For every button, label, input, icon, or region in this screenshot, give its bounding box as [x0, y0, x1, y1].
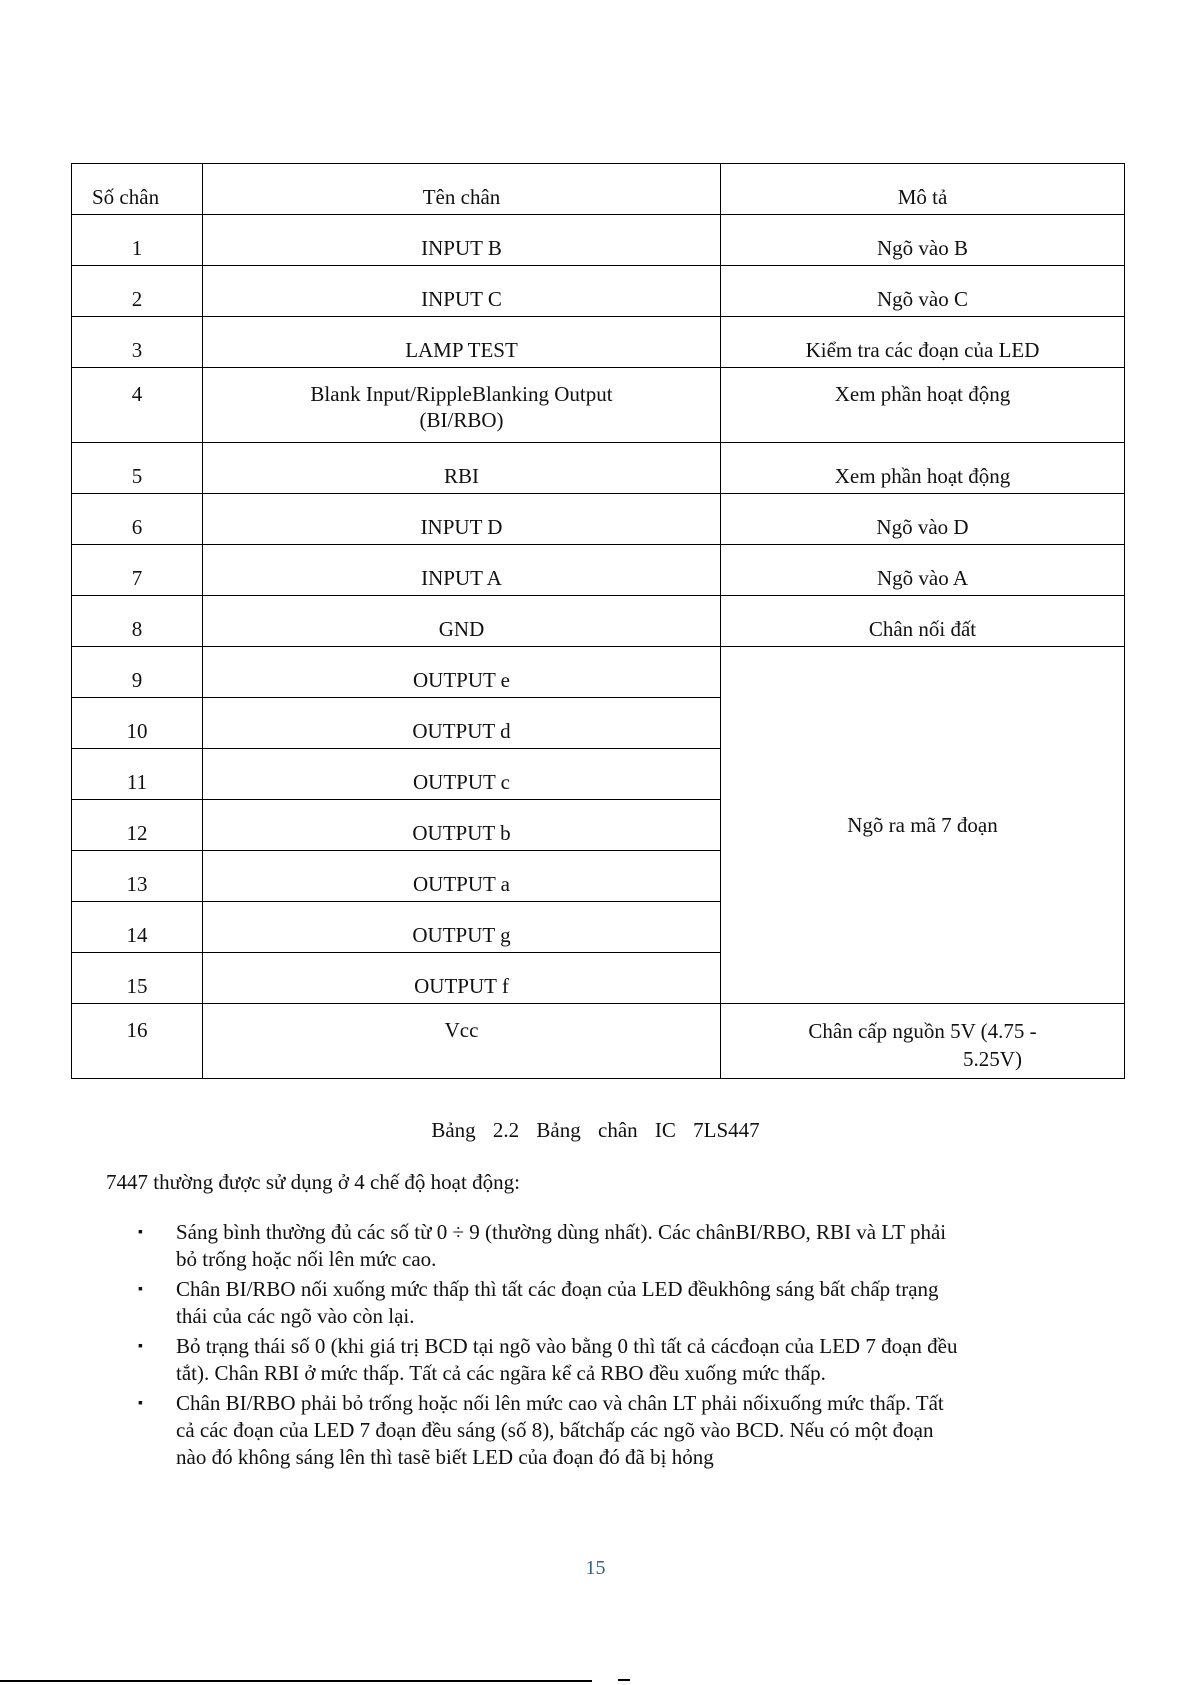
pin-number-cell: 13	[72, 851, 203, 902]
pin-number-cell: 9	[72, 647, 203, 698]
header-cell-pin-number: Số chân	[72, 164, 203, 215]
description-line-2: 5.25V)	[963, 1047, 1022, 1071]
pin-name-cell: OUTPUT e	[203, 647, 721, 698]
table-row	[72, 317, 1125, 368]
list-item	[138, 1276, 958, 1330]
pin-number-cell: 5	[72, 443, 203, 494]
table-row	[72, 1004, 1125, 1079]
table-row	[72, 215, 1125, 266]
table-row	[72, 545, 1125, 596]
pin-name-line-1: Blank Input/RippleBlanking Output	[310, 382, 613, 406]
operating-modes-list	[138, 1219, 958, 1474]
list-item-text: Sáng bình thường đủ các số từ 0 ÷ 9 (thường dùng nhất). Các chânBI/RBO, RBI và LT phải bỏ trống hoặc nối lên mức cao.	[176, 1220, 947, 1271]
pin-table	[71, 163, 1125, 1079]
header-cell-description: Mô tả	[721, 164, 1125, 215]
pin-name-cell: INPUT C	[203, 266, 721, 317]
description-line-1: Chân cấp nguồn 5V (4.75 -	[808, 1019, 1037, 1043]
footer-rule	[0, 1680, 592, 1682]
square-bullet-icon: ▪	[138, 1225, 143, 1240]
pin-number-cell: 2	[72, 266, 203, 317]
pin-number-cell: 14	[72, 902, 203, 953]
pin-name-cell: INPUT A	[203, 545, 721, 596]
square-bullet-icon: ▪	[138, 1339, 143, 1354]
list-item-text: Bỏ trạng thái số 0 (khi giá trị BCD tại ngõ vào bằng 0 thì tất cả cácđoạn của LED 7 đoạn đều tắt). Chân RBI ở mức thấp. Tất cả các ngãra kể cả RBO đều xuống mức thấp.	[176, 1334, 958, 1385]
pin-name-cell: GND	[203, 596, 721, 647]
pin-number-cell: 16	[72, 1004, 203, 1079]
pin-number-cell: 11	[72, 749, 203, 800]
pin-number-cell: 1	[72, 215, 203, 266]
pin-name-line-2: (BI/RBO)	[419, 408, 504, 432]
pin-name-cell: OUTPUT a	[203, 851, 721, 902]
pin-name-cell: LAMP TEST	[203, 317, 721, 368]
intro-paragraph: 7447 thường được sử dụng ở 4 chế độ hoạt động:	[106, 1170, 520, 1194]
pin-description-cell: Ngõ vào A	[721, 545, 1125, 596]
pin-name-cell: INPUT B	[203, 215, 721, 266]
pin-number-cell: 10	[72, 698, 203, 749]
list-item	[138, 1333, 958, 1387]
pin-number-cell: 3	[72, 317, 203, 368]
pin-name-cell	[203, 368, 721, 443]
pin-name-cell: OUTPUT c	[203, 749, 721, 800]
pin-description-cell: Ngõ vào D	[721, 494, 1125, 545]
list-item	[138, 1390, 958, 1471]
table-row	[72, 368, 1125, 443]
list-item-text: Chân BI/RBO nối xuống mức thấp thì tất các đoạn của LED đềukhông sáng bất chấp trạng thái của các ngõ vào còn lại.	[176, 1277, 939, 1328]
pin-description-cell: Xem phần hoạt động	[721, 443, 1125, 494]
footer-tick	[618, 1679, 630, 1681]
pin-description-cell: Ngõ vào C	[721, 266, 1125, 317]
pin-name-cell: OUTPUT d	[203, 698, 721, 749]
table-row	[72, 443, 1125, 494]
table-row	[72, 596, 1125, 647]
merged-description-cell: Ngõ ra mã 7 đoạn	[721, 647, 1125, 1004]
pin-name-cell: Vcc	[203, 1004, 721, 1079]
pin-number-cell: 4	[72, 368, 203, 443]
square-bullet-icon: ▪	[138, 1396, 143, 1411]
pin-name-cell: OUTPUT g	[203, 902, 721, 953]
pin-description-cell: Xem phần hoạt động	[721, 368, 1125, 443]
pin-number-cell: 6	[72, 494, 203, 545]
table-row	[72, 266, 1125, 317]
list-item	[138, 1219, 958, 1273]
pin-description-cell: Chân nối đất	[721, 596, 1125, 647]
pin-number-cell: 15	[72, 953, 203, 1004]
pin-number-cell: 7	[72, 545, 203, 596]
header-cell-pin-name: Tên chân	[203, 164, 721, 215]
table-header-row	[72, 164, 1125, 215]
pin-number-cell: 12	[72, 800, 203, 851]
pin-description-cell	[721, 1004, 1125, 1079]
table-row	[72, 494, 1125, 545]
pin-name-cell: INPUT D	[203, 494, 721, 545]
list-item-text: Chân BI/RBO phải bỏ trống hoặc nối lên mức cao và chân LT phải nốixuống mức thấp. Tất cả các đoạn của LED 7 đoạn đều sáng (số 8), bấtchấp các ngõ vào BCD. Nếu có một đoạn nào đó không sáng lên thì tasẽ biết LED của đoạn đó đã bị hỏng	[176, 1391, 944, 1469]
page-number: 15	[585, 1557, 606, 1579]
table-row	[72, 647, 1125, 698]
pin-name-cell: OUTPUT b	[203, 800, 721, 851]
table-caption: Bảng 2.2 Bảng chân IC 7LS447	[431, 1118, 760, 1142]
pin-name-cell: RBI	[203, 443, 721, 494]
pin-number-cell: 8	[72, 596, 203, 647]
square-bullet-icon: ▪	[138, 1282, 143, 1297]
pin-description-cell: Ngõ vào B	[721, 215, 1125, 266]
pin-name-cell: OUTPUT f	[203, 953, 721, 1004]
pin-description-cell: Kiểm tra các đoạn của LED	[721, 317, 1125, 368]
